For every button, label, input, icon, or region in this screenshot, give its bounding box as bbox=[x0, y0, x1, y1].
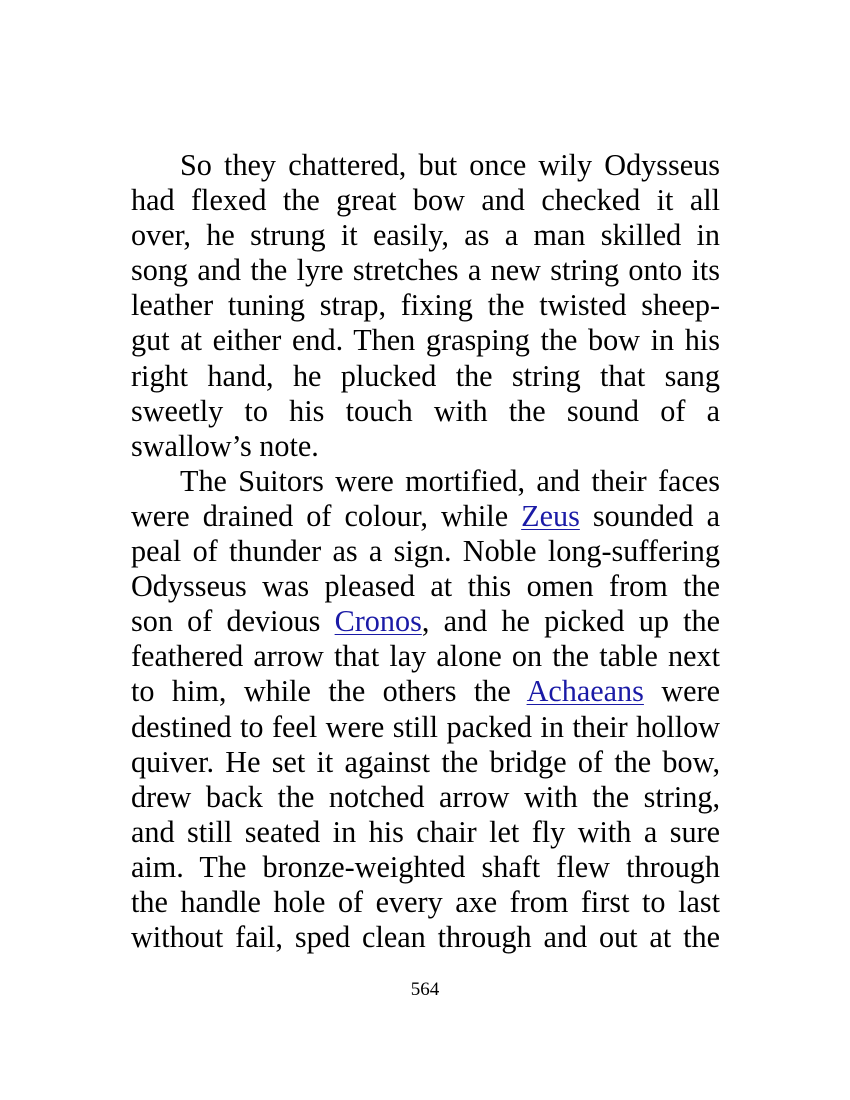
text-line bbox=[131, 604, 720, 639]
text-span: The Suitors were mortified, and their faces bbox=[180, 463, 720, 498]
text-span: sweetly to his touch with the sound of a bbox=[131, 393, 720, 428]
text-span: quiver. He set it against the bridge of the bow, bbox=[131, 744, 720, 779]
text-span: destined to feel were still packed in their hollow bbox=[131, 709, 720, 744]
text-span: and still seated in his chair let fly with a sure bbox=[131, 814, 720, 849]
text-span: were bbox=[643, 674, 720, 709]
text-line bbox=[131, 850, 720, 885]
text-span: were drained of colour, while bbox=[131, 498, 522, 533]
text-line bbox=[131, 148, 720, 183]
text-line bbox=[131, 639, 720, 674]
text-span: sounded a bbox=[579, 498, 720, 533]
text-line bbox=[131, 745, 720, 780]
text-span: song and the lyre stretches a new string onto its bbox=[131, 253, 720, 288]
text-span: So they chattered, but once wily Odysseus bbox=[180, 148, 720, 182]
text-line bbox=[131, 780, 720, 815]
text-span: right hand, he plucked the string that sang bbox=[131, 358, 720, 393]
text-line bbox=[131, 534, 720, 569]
text-span: swallow’s note. bbox=[131, 428, 319, 463]
text-line bbox=[131, 218, 720, 253]
text-line bbox=[131, 569, 720, 604]
link-zeus[interactable]: Zeus bbox=[521, 498, 580, 533]
text-line bbox=[131, 464, 720, 499]
text-span: gut at either end. Then grasping the bow in his bbox=[131, 323, 720, 358]
text-span: son of devious bbox=[131, 604, 335, 639]
text-span: to him, while the others the bbox=[131, 674, 527, 709]
text-line bbox=[131, 920, 720, 955]
text-line bbox=[131, 674, 720, 709]
link-achaeans[interactable]: Achaeans bbox=[526, 674, 644, 709]
text-line bbox=[131, 499, 720, 534]
text-span: over, he strung it easily, as a man skilled in bbox=[131, 218, 720, 253]
text-span: feathered arrow that lay alone on the table next bbox=[131, 639, 720, 674]
text-span: aim. The bronze-weighted shaft flew through bbox=[131, 849, 720, 884]
text-line bbox=[131, 710, 720, 745]
text-span: leather tuning strap, fixing the twisted sheep- bbox=[131, 288, 720, 323]
text-span: without fail, sped clean through and out at the bbox=[131, 920, 720, 955]
text-span: , and he picked up the bbox=[421, 604, 721, 639]
text-line bbox=[131, 288, 720, 323]
text-span: Odysseus was pleased at this omen from the bbox=[131, 569, 720, 604]
text-line bbox=[131, 815, 720, 850]
text-span: the handle hole of every axe from first to last bbox=[131, 884, 720, 919]
text-span: peal of thunder as a sign. Noble long-suffering bbox=[131, 534, 720, 569]
link-cronos[interactable]: Cronos bbox=[334, 604, 422, 639]
text-line bbox=[131, 183, 720, 218]
text-line bbox=[131, 323, 720, 358]
text-line bbox=[131, 359, 720, 394]
text-line bbox=[131, 394, 720, 429]
text-line bbox=[131, 253, 720, 288]
text-span: had flexed the great bow and checked it all bbox=[131, 183, 720, 218]
text-line bbox=[131, 429, 720, 464]
text-span: drew back the notched arrow with the string, bbox=[131, 779, 720, 814]
text-line bbox=[131, 885, 720, 920]
body-text bbox=[131, 148, 720, 955]
page-number: 564 bbox=[410, 979, 440, 1000]
